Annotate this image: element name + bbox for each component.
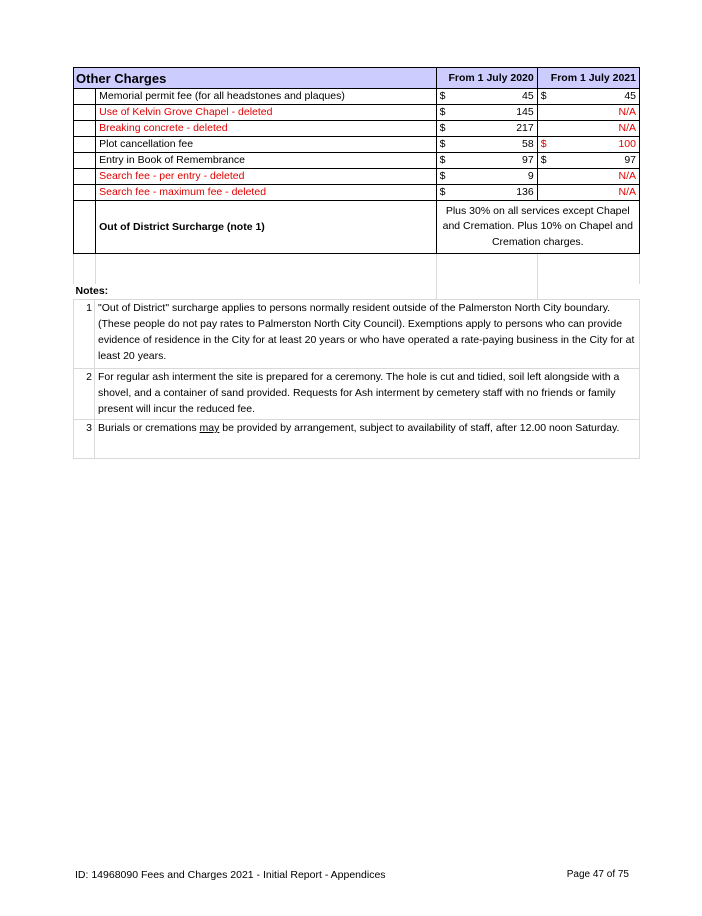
value-2020: 217 [516,122,534,134]
value-2021-cell [537,121,639,137]
value-2021: N/A [618,186,636,198]
note-text: "Out of District" surcharge applies to persons normally resident outside of the Palmerston North City boundary. (These people do not pay rates to Palmerston North City Council). Exemptions apply to persons who can provide evidence of residence in the City for at least 20 years or who have operated a rate-paying business in the City for at least 20 years. [95,300,640,369]
surcharge-description: Plus 30% on all services except Chapel and Cremation. Plus 10% on Chapel and Cremation charges. [436,201,639,254]
row-index-cell [74,153,96,169]
value-2021: N/A [618,122,636,134]
notes-title: Notes: [75,285,109,297]
value-2021: N/A [618,106,636,118]
value-2020: 145 [516,106,534,118]
surcharge-label: Out of District Surcharge (note 1) [96,201,436,254]
value-2020-cell [436,121,537,137]
blank-cell [436,284,537,299]
note-number: 2 [74,369,95,420]
footer-page-number: Page 47 of 75 [566,869,629,880]
note-item [74,420,640,459]
value-2021-cell [537,105,639,121]
value-2021: 97 [624,154,636,166]
blank-row [74,254,640,285]
value-2020: 45 [522,90,534,102]
table-row [74,105,640,121]
row-label: Use of Kelvin Grove Chapel - deleted [96,105,436,121]
currency-symbol: $ [439,106,446,118]
value-2020: 136 [516,186,534,198]
note-item [74,369,640,420]
value-2020-cell [436,185,537,201]
table-header-row [74,68,640,89]
value-2021-cell [537,169,639,185]
value-2021: 100 [618,138,636,150]
note-text: For regular ash interment the site is prepared for a ceremony. The hole is cut and tidied, soil left alongside with a shovel, and a container of sand provided. Requests for Ash interment by cemetery staff with no friends or family present will incur the reduced fee. [95,369,640,420]
currency-symbol: $ [540,154,547,166]
note-text-underlined: may [199,422,220,434]
row-label: Entry in Book of Remembrance [96,153,436,169]
row-label: Breaking concrete - deleted [96,121,436,137]
currency-symbol: $ [439,122,446,134]
value-2021-cell [537,185,639,201]
value-2020-cell [436,105,537,121]
value-2020-cell [436,169,537,185]
table-row [74,153,640,169]
row-index-cell [74,137,96,153]
blank-cell [537,254,639,285]
row-index-cell [74,185,96,201]
blank-cell [436,254,537,285]
note-number: 1 [74,300,95,369]
table-row [74,169,640,185]
table-row [74,185,640,201]
value-2020: 58 [522,138,534,150]
value-2021: N/A [618,170,636,182]
blank-cell [537,284,639,299]
row-index-cell [74,121,96,137]
row-index-cell [74,169,96,185]
blank-cell [74,254,96,285]
row-index-cell [74,105,96,121]
currency-symbol: $ [439,186,446,198]
table-row [74,137,640,153]
value-2021-cell [537,89,639,105]
note-text [95,420,640,459]
value-2021-cell [537,153,639,169]
table-row [74,121,640,137]
row-label: Memorial permit fee (for all headstones and plaques) [96,89,436,105]
table-row [74,89,640,105]
column-header-2021: From 1 July 2021 [537,68,639,89]
value-2020-cell [436,89,537,105]
value-2021-cell [537,137,639,153]
currency-symbol: $ [540,138,547,150]
value-2020: 97 [522,154,534,166]
row-label: Search fee - maximum fee - deleted [96,185,436,201]
row-index-cell [74,201,96,254]
row-index-cell [74,89,96,105]
value-2020: 9 [527,170,534,182]
table-title: Other Charges [74,68,437,89]
row-label: Plot cancellation fee [96,137,436,153]
column-header-2020: From 1 July 2020 [436,68,537,89]
currency-symbol: $ [439,170,446,182]
note-number: 3 [74,420,95,459]
notes-header-row [74,284,640,299]
currency-symbol: $ [439,138,446,150]
value-2021: 45 [624,90,636,102]
note-text-part: Burials or cremations [98,422,200,434]
notes-table [73,299,640,459]
value-2020-cell [436,153,537,169]
other-charges-table [73,67,640,299]
footer-document-id: ID: 14968090 Fees and Charges 2021 - Initial Report - Appendices [75,869,386,881]
currency-symbol: $ [439,154,446,166]
value-2020-cell [436,137,537,153]
surcharge-row [74,201,640,254]
note-item [74,300,640,369]
currency-symbol: $ [540,90,547,102]
fees-sheet [73,67,640,459]
currency-symbol: $ [439,90,446,102]
blank-cell [96,254,436,285]
row-label: Search fee - per entry - deleted [96,169,436,185]
note-text-part: be provided by arrangement, subject to availability of staff, after 12.00 noon Saturday. [219,422,620,434]
